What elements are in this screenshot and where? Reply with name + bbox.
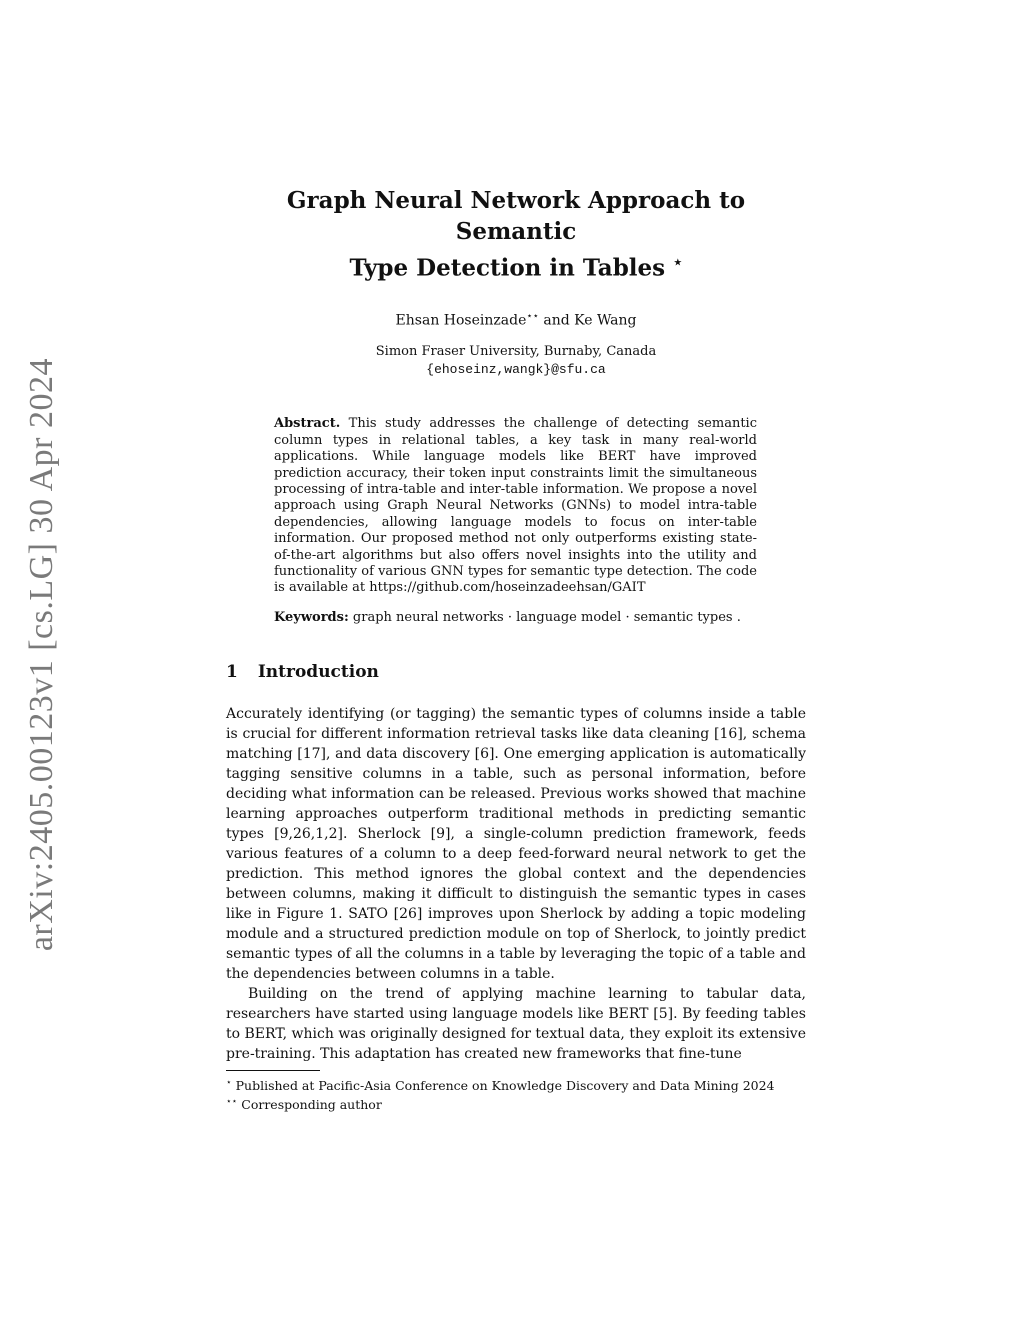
introduction-body xyxy=(226,704,806,1064)
section-number: 1 xyxy=(226,661,238,682)
footnote-text: Published at Pacific-Asia Conference on Knowledge Discovery and Data Mining 2024 xyxy=(235,1077,775,1093)
section-heading xyxy=(226,662,806,682)
affiliation: Simon Fraser University, Burnaby, Canada xyxy=(375,344,657,360)
title-footnote-mark: ⋆ xyxy=(673,253,683,271)
abstract xyxy=(274,416,757,596)
author-first: Ehsan Hoseinzade xyxy=(395,312,527,329)
title-line-2-text: Type Detection in Tables xyxy=(349,254,666,282)
abstract-text: This study addresses the challenge of detecting semantic column types in relational tables, a key task in many real-world applications. While language models like BERT have improved prediction accuracy, their token input constraints limit the simultaneous processing of intra-table and inter-table information. We propose a novel approach using Graph Neural Networks (GNNs) to model intra-table dependencies, allowing language models to focus on inter-table information. Our proposed method not only outperforms existing state-of-the-art algorithms but also offers novel insights into the utility and functionality of various GNN types for semantic type detection. The code is available at https://github.com/hoseinzadeehsan/GAIT xyxy=(274,416,757,596)
footnote xyxy=(226,1094,806,1113)
author-email: {ehoseinz,wangk}@sfu.ca xyxy=(426,362,606,378)
footnotes xyxy=(226,1075,806,1113)
title-line-2 xyxy=(226,247,806,284)
paper-title xyxy=(226,185,806,284)
footnote-mark: ⋆ xyxy=(226,1077,232,1088)
paper-page xyxy=(226,185,806,1113)
footnote-text: Corresponding author xyxy=(241,1097,382,1113)
author-first-mark: ⋆⋆ xyxy=(526,310,539,322)
arxiv-identifier: arXiv:2405.00123v1 [cs.LG] 30 Apr 2024 xyxy=(23,358,60,952)
paragraph: Building on the trend of applying machine learning to tabular data, researchers have started using language models like BERT [5]. By feeding tables to BERT, which was originally designed for textual data, they exploit its extensive pre-training. This adaptation has created new frameworks that fine-tune xyxy=(226,985,806,1062)
author-list xyxy=(226,311,806,329)
footnote xyxy=(226,1075,806,1094)
arxiv-sidebar xyxy=(12,360,72,950)
author-connector: and xyxy=(538,312,575,329)
keywords xyxy=(274,610,757,626)
footnote-mark: ⋆⋆ xyxy=(226,1096,238,1107)
footnote-divider xyxy=(226,1070,320,1071)
author-second: Ke Wang xyxy=(574,312,637,329)
keywords-label: Keywords: xyxy=(274,609,349,625)
email-line xyxy=(226,361,806,379)
paragraph: Accurately identifying (or tagging) the semantic types of columns inside a table is crucial for different information retrieval tasks like data cleaning [16], schema matching [17], and data discovery [6]. One emerging application is automatically tagging sensitive columns in a table, such as personal information, before deciding what information can be released. Previous works showed that machine learning approaches outperform traditional methods in predicting semantic types [9,26,1,2]. Sherlock [9], a single-column prediction framework, feeds various features of a column to a deep feed-forward neural network to get the prediction. This method ignores the global context and the dependencies between columns, making it difficult to distinguish the semantic types in cases like in Figure 1. SATO [26] improves upon Sherlock by adding a topic modeling module and a structured prediction module on top of Sherlock, to jointly predict semantic types of all the columns in a table by leveraging the topic of a table and the dependencies between columns in a table. xyxy=(226,705,806,982)
keywords-text: graph neural networks · language model · semantic types . xyxy=(352,609,741,625)
section-title: Introduction xyxy=(257,661,379,682)
abstract-label: Abstract. xyxy=(274,416,341,432)
title-line-1: Graph Neural Network Approach to Semantic xyxy=(286,187,746,245)
